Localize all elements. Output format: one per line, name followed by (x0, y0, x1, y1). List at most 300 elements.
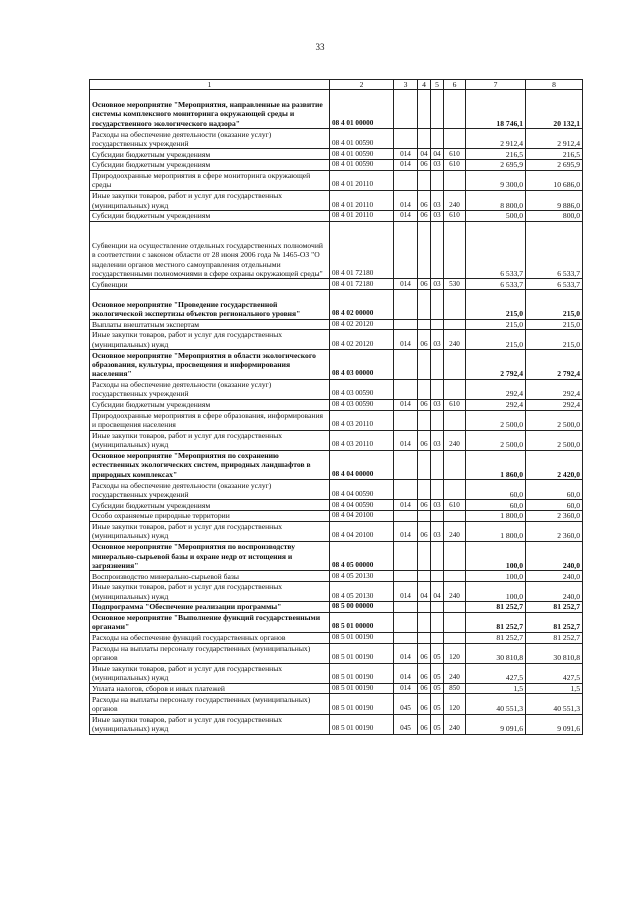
row-value-2019-cell: 216,5 (466, 149, 526, 160)
row-name-cell: Субсидии бюджетным учреждениям (90, 399, 330, 410)
row-value-2020-cell: 10 686,0 (526, 170, 583, 190)
row-ministry-cell: 014 (394, 330, 418, 350)
row-code-cell: 08 4 03 00590 (330, 399, 394, 410)
row-subsection-cell (431, 319, 444, 330)
row-section-cell: 06 (418, 683, 431, 694)
table-row (90, 430, 583, 450)
row-code-cell: 08 5 01 00190 (330, 643, 394, 663)
row-value-2020-cell: 2 695,9 (526, 160, 583, 171)
row-name-cell: Расходы на обеспечение деятельности (оказание услуг) государственных учреждений (90, 480, 330, 500)
row-value-2020-cell: 2 360,0 (526, 521, 583, 541)
row-ministry-cell (394, 632, 418, 643)
row-value-2019-cell: 6 533,7 (466, 221, 526, 279)
row-name-cell: Выплаты внештатным экспертам (90, 319, 330, 330)
row-ministry-cell (394, 602, 418, 613)
row-code-cell: 08 5 00 00000 (330, 602, 394, 613)
row-value-2019-cell: 1,5 (466, 683, 526, 694)
row-value-2019-cell: 100,0 (466, 571, 526, 582)
row-section-cell (418, 571, 431, 582)
table-row (90, 129, 583, 149)
table-row (90, 714, 583, 734)
table-row (90, 379, 583, 399)
row-name-cell: Основное мероприятие "Мероприятия в области экологического образования, культуры, просвещения и информирования населения" (90, 350, 330, 380)
row-type-cell: 240 (444, 663, 466, 683)
row-subsection-cell (431, 129, 444, 149)
row-name-cell: Основное мероприятие "Мероприятия, направленные на развитие системы комплексного мониторинга окружающей среды и государственного экологического надзора" (90, 90, 330, 129)
row-subsection-cell (431, 632, 444, 643)
row-section-cell: 06 (418, 694, 431, 714)
row-subsection-cell (431, 379, 444, 399)
row-value-2020-cell: 2 360,0 (526, 511, 583, 522)
row-code-cell: 08 4 01 72180 (330, 221, 394, 279)
row-type-cell: 530 (444, 279, 466, 290)
row-value-2020-cell: 81 252,7 (526, 612, 583, 632)
row-name-cell: Субсидии бюджетным учреждениям (90, 160, 330, 171)
row-section-cell (418, 379, 431, 399)
row-subsection-cell: 05 (431, 694, 444, 714)
header-cell: 2 (330, 80, 394, 90)
row-ministry-cell (394, 571, 418, 582)
row-value-2019-cell: 1 860,0 (466, 450, 526, 480)
header-cell: 4 (418, 80, 431, 90)
row-name-cell: Иные закупки товаров, работ и услуг для государственных (муниципальных) нужд (90, 714, 330, 734)
row-section-cell (418, 480, 431, 500)
row-section-cell (418, 541, 431, 571)
row-code-cell: 08 5 01 00190 (330, 663, 394, 683)
row-value-2020-cell: 81 252,7 (526, 632, 583, 643)
row-value-2019-cell: 40 551,3 (466, 694, 526, 714)
row-type-cell: 610 (444, 500, 466, 511)
row-code-cell: 08 5 01 00190 (330, 694, 394, 714)
row-code-cell: 08 4 01 20110 (330, 190, 394, 210)
row-type-cell: 240 (444, 430, 466, 450)
row-value-2020-cell: 800,0 (526, 210, 583, 221)
row-subsection-cell: 03 (431, 430, 444, 450)
row-value-2019-cell: 18 746,1 (466, 90, 526, 129)
row-name-cell: Расходы на обеспечение деятельности (оказание услуг) государственных учреждений (90, 379, 330, 399)
table-row (90, 683, 583, 694)
row-value-2019-cell: 215,0 (466, 290, 526, 320)
table-row (90, 663, 583, 683)
row-subsection-cell: 03 (431, 279, 444, 290)
row-section-cell (418, 612, 431, 632)
row-ministry-cell (394, 170, 418, 190)
row-subsection-cell (431, 290, 444, 320)
row-type-cell (444, 129, 466, 149)
row-code-cell: 08 4 03 00590 (330, 379, 394, 399)
row-section-cell (418, 290, 431, 320)
row-value-2020-cell: 215,0 (526, 330, 583, 350)
row-code-cell: 08 5 01 00000 (330, 612, 394, 632)
row-value-2019-cell: 100,0 (466, 541, 526, 571)
table-row (90, 410, 583, 430)
table-row (90, 511, 583, 522)
table-row (90, 350, 583, 380)
table-row (90, 170, 583, 190)
row-code-cell: 08 4 02 20120 (330, 319, 394, 330)
row-code-cell: 08 4 04 00590 (330, 500, 394, 511)
row-type-cell: 240 (444, 714, 466, 734)
row-value-2020-cell: 216,5 (526, 149, 583, 160)
row-subsection-cell (431, 450, 444, 480)
row-name-cell: Субвенции на осуществление отдельных государственных полномочий в соответствии с законом области от 28 июня 2006 года № 1465-ОЗ "О наделении органов местного самоуправления отдельными государственными полномочиями в сфере охраны окружающей среды" (90, 221, 330, 279)
row-subsection-cell (431, 90, 444, 129)
row-section-cell (418, 602, 431, 613)
row-value-2020-cell: 240,0 (526, 582, 583, 602)
row-value-2019-cell: 2 912,4 (466, 129, 526, 149)
row-value-2020-cell: 9 886,0 (526, 190, 583, 210)
row-ministry-cell (394, 221, 418, 279)
row-section-cell (418, 410, 431, 430)
row-subsection-cell: 05 (431, 683, 444, 694)
row-name-cell: Подпрограмма "Обеспечение реализации программы" (90, 602, 330, 613)
row-value-2020-cell: 6 533,7 (526, 279, 583, 290)
row-section-cell (418, 511, 431, 522)
table-row (90, 571, 583, 582)
row-type-cell (444, 350, 466, 380)
row-ministry-cell: 014 (394, 500, 418, 511)
row-code-cell: 08 4 05 20130 (330, 582, 394, 602)
row-value-2019-cell: 81 252,7 (466, 632, 526, 643)
table-row (90, 149, 583, 160)
row-section-cell: 06 (418, 714, 431, 734)
row-name-cell: Расходы на выплаты персоналу государственных (муниципальных) органов (90, 694, 330, 714)
row-value-2020-cell: 40 551,3 (526, 694, 583, 714)
row-ministry-cell (394, 410, 418, 430)
row-name-cell: Воспроизводство минерально-сырьевой базы (90, 571, 330, 582)
row-name-cell: Иные закупки товаров, работ и услуг для государственных (муниципальных) нужд (90, 663, 330, 683)
row-type-cell: 120 (444, 643, 466, 663)
row-ministry-cell: 014 (394, 521, 418, 541)
row-type-cell (444, 602, 466, 613)
row-subsection-cell (431, 221, 444, 279)
row-name-cell: Природоохранные мероприятия в сфере образования, информирования и просвещения населения (90, 410, 330, 430)
row-subsection-cell: 03 (431, 190, 444, 210)
row-type-cell (444, 90, 466, 129)
budget-table (89, 79, 583, 735)
header-cell: 5 (431, 80, 444, 90)
table-row (90, 602, 583, 613)
row-value-2019-cell: 500,0 (466, 210, 526, 221)
row-code-cell: 08 4 04 20100 (330, 521, 394, 541)
row-ministry-cell (394, 129, 418, 149)
row-type-cell (444, 612, 466, 632)
row-value-2019-cell: 2 695,9 (466, 160, 526, 171)
row-value-2019-cell: 6 533,7 (466, 279, 526, 290)
row-section-cell (418, 350, 431, 380)
row-type-cell (444, 571, 466, 582)
row-type-cell (444, 410, 466, 430)
row-code-cell: 08 4 03 20110 (330, 430, 394, 450)
row-subsection-cell (431, 602, 444, 613)
row-section-cell: 06 (418, 279, 431, 290)
row-value-2020-cell: 427,5 (526, 663, 583, 683)
row-ministry-cell (394, 290, 418, 320)
row-section-cell (418, 221, 431, 279)
table-body (90, 80, 583, 735)
row-value-2019-cell: 292,4 (466, 379, 526, 399)
row-ministry-cell (394, 319, 418, 330)
row-subsection-cell (431, 170, 444, 190)
row-subsection-cell (431, 511, 444, 522)
table-row (90, 279, 583, 290)
row-name-cell: Субвенции (90, 279, 330, 290)
row-type-cell (444, 319, 466, 330)
row-subsection-cell (431, 350, 444, 380)
table-row (90, 450, 583, 480)
row-name-cell: Основное мероприятие "Выполнение функций государственными органами" (90, 612, 330, 632)
row-type-cell (444, 290, 466, 320)
header-cell: 7 (466, 80, 526, 90)
row-type-cell (444, 541, 466, 571)
row-type-cell: 240 (444, 330, 466, 350)
row-value-2019-cell: 9 300,0 (466, 170, 526, 190)
row-ministry-cell: 014 (394, 210, 418, 221)
row-type-cell (444, 170, 466, 190)
row-subsection-cell: 05 (431, 714, 444, 734)
row-type-cell: 240 (444, 190, 466, 210)
table-row (90, 330, 583, 350)
row-code-cell: 08 4 05 00000 (330, 541, 394, 571)
row-value-2019-cell: 60,0 (466, 480, 526, 500)
row-subsection-cell: 03 (431, 210, 444, 221)
row-value-2020-cell: 2 500,0 (526, 410, 583, 430)
row-code-cell: 08 5 01 00190 (330, 632, 394, 643)
row-value-2019-cell: 81 252,7 (466, 602, 526, 613)
row-value-2020-cell: 292,4 (526, 399, 583, 410)
table-row (90, 399, 583, 410)
row-code-cell: 08 4 01 00590 (330, 129, 394, 149)
row-type-cell: 610 (444, 399, 466, 410)
row-ministry-cell (394, 350, 418, 380)
row-type-cell: 240 (444, 521, 466, 541)
row-ministry-cell: 014 (394, 582, 418, 602)
table-row (90, 290, 583, 320)
row-section-cell: 04 (418, 582, 431, 602)
row-value-2019-cell: 1 800,0 (466, 521, 526, 541)
table-row (90, 500, 583, 511)
row-value-2019-cell: 2 500,0 (466, 410, 526, 430)
row-ministry-cell (394, 511, 418, 522)
row-name-cell: Основное мероприятие "Проведение государственной экологической экспертизы объектов регионального уровня" (90, 290, 330, 320)
row-ministry-cell (394, 379, 418, 399)
row-section-cell: 06 (418, 160, 431, 171)
row-value-2020-cell: 2 500,0 (526, 430, 583, 450)
row-value-2020-cell: 2 912,4 (526, 129, 583, 149)
row-value-2020-cell: 215,0 (526, 319, 583, 330)
row-name-cell: Расходы на обеспечение деятельности (оказание услуг) государственных учреждений (90, 129, 330, 149)
row-value-2020-cell: 60,0 (526, 500, 583, 511)
header-cell: 6 (444, 80, 466, 90)
row-value-2019-cell: 60,0 (466, 500, 526, 511)
row-value-2019-cell: 9 091,6 (466, 714, 526, 734)
row-value-2020-cell: 6 533,7 (526, 221, 583, 279)
table-row (90, 612, 583, 632)
row-value-2019-cell: 2 500,0 (466, 430, 526, 450)
row-ministry-cell: 045 (394, 694, 418, 714)
row-ministry-cell (394, 90, 418, 129)
row-ministry-cell: 014 (394, 643, 418, 663)
row-code-cell: 08 4 03 00000 (330, 350, 394, 380)
row-code-cell: 08 4 01 00590 (330, 149, 394, 160)
row-name-cell: Расходы на выплаты персоналу государственных (муниципальных) органов (90, 643, 330, 663)
row-name-cell: Основное мероприятие "Мероприятия по сохранению естественных экологических систем, природных ландшафтов в природных комплексах" (90, 450, 330, 480)
page-number: 33 (315, 42, 325, 52)
table-row (90, 221, 583, 279)
row-name-cell: Уплата налогов, сборов и иных платежей (90, 683, 330, 694)
row-type-cell (444, 480, 466, 500)
row-value-2019-cell: 427,5 (466, 663, 526, 683)
row-subsection-cell: 03 (431, 330, 444, 350)
row-subsection-cell: 04 (431, 149, 444, 160)
row-subsection-cell: 05 (431, 643, 444, 663)
table-row (90, 582, 583, 602)
row-value-2020-cell: 81 252,7 (526, 602, 583, 613)
row-type-cell: 610 (444, 210, 466, 221)
row-name-cell: Иные закупки товаров, работ и услуг для государственных (муниципальных) нужд (90, 330, 330, 350)
row-subsection-cell: 04 (431, 582, 444, 602)
row-value-2020-cell: 292,4 (526, 379, 583, 399)
row-value-2019-cell: 1 800,0 (466, 511, 526, 522)
row-type-cell: 610 (444, 160, 466, 171)
row-code-cell: 08 4 01 00000 (330, 90, 394, 129)
row-value-2020-cell: 60,0 (526, 480, 583, 500)
row-code-cell: 08 4 01 20110 (330, 170, 394, 190)
row-ministry-cell: 014 (394, 430, 418, 450)
row-code-cell: 08 4 01 00590 (330, 160, 394, 171)
row-subsection-cell: 03 (431, 160, 444, 171)
row-code-cell: 08 4 04 00000 (330, 450, 394, 480)
row-value-2019-cell: 215,0 (466, 330, 526, 350)
row-value-2019-cell: 100,0 (466, 582, 526, 602)
row-code-cell: 08 4 03 20110 (330, 410, 394, 430)
row-section-cell: 06 (418, 430, 431, 450)
row-name-cell: Расходы на обеспечение функций государственных органов (90, 632, 330, 643)
row-section-cell (418, 450, 431, 480)
row-subsection-cell: 05 (431, 663, 444, 683)
row-subsection-cell: 03 (431, 500, 444, 511)
row-subsection-cell (431, 571, 444, 582)
header-cell: 3 (394, 80, 418, 90)
row-code-cell: 08 4 01 20110 (330, 210, 394, 221)
row-section-cell: 06 (418, 190, 431, 210)
row-type-cell (444, 511, 466, 522)
row-ministry-cell: 014 (394, 663, 418, 683)
row-type-cell (444, 221, 466, 279)
row-ministry-cell (394, 541, 418, 571)
table-row (90, 90, 583, 129)
row-value-2020-cell: 2 792,4 (526, 350, 583, 380)
table-row (90, 643, 583, 663)
row-ministry-cell: 014 (394, 160, 418, 171)
row-code-cell: 08 4 02 00000 (330, 290, 394, 320)
table-row (90, 160, 583, 171)
row-subsection-cell (431, 541, 444, 571)
row-name-cell: Субсидии бюджетным учреждениям (90, 210, 330, 221)
row-value-2020-cell: 9 091,6 (526, 714, 583, 734)
row-value-2020-cell: 240,0 (526, 571, 583, 582)
row-value-2020-cell: 1,5 (526, 683, 583, 694)
row-type-cell: 850 (444, 683, 466, 694)
row-name-cell: Основное мероприятие "Мероприятия по воспроизводству минерально-сырьевой базы и охране недр от истощения и загрязнения" (90, 541, 330, 571)
row-name-cell: Субсидии бюджетным учреждениям (90, 149, 330, 160)
row-name-cell: Иные закупки товаров, работ и услуг для государственных (муниципальных) нужд (90, 582, 330, 602)
row-subsection-cell (431, 410, 444, 430)
row-value-2019-cell: 81 252,7 (466, 612, 526, 632)
row-section-cell: 06 (418, 330, 431, 350)
row-name-cell: Иные закупки товаров, работ и услуг для государственных (муниципальных) нужд (90, 521, 330, 541)
header-row (90, 80, 583, 90)
header-cell: 8 (526, 80, 583, 90)
row-section-cell (418, 170, 431, 190)
table-row (90, 694, 583, 714)
row-ministry-cell (394, 450, 418, 480)
row-name-cell: Иные закупки товаров, работ и услуг для государственных (муниципальных) нужд (90, 430, 330, 450)
row-code-cell: 08 4 01 72180 (330, 279, 394, 290)
row-value-2020-cell: 215,0 (526, 290, 583, 320)
row-value-2020-cell: 2 420,0 (526, 450, 583, 480)
row-ministry-cell (394, 480, 418, 500)
row-subsection-cell (431, 480, 444, 500)
header-cell: 1 (90, 80, 330, 90)
row-section-cell (418, 90, 431, 129)
row-subsection-cell (431, 612, 444, 632)
row-value-2019-cell: 292,4 (466, 399, 526, 410)
row-name-cell: Субсидии бюджетным учреждениям (90, 500, 330, 511)
row-subsection-cell: 03 (431, 399, 444, 410)
row-code-cell: 08 4 02 20120 (330, 330, 394, 350)
row-section-cell: 04 (418, 149, 431, 160)
row-type-cell (444, 632, 466, 643)
row-ministry-cell (394, 612, 418, 632)
row-ministry-cell: 014 (394, 149, 418, 160)
row-value-2020-cell: 20 132,1 (526, 90, 583, 129)
row-value-2019-cell: 8 800,0 (466, 190, 526, 210)
row-value-2019-cell: 215,0 (466, 319, 526, 330)
row-name-cell: Природоохранные мероприятия в сфере мониторинга окружающей среды (90, 170, 330, 190)
row-ministry-cell: 014 (394, 190, 418, 210)
row-code-cell: 08 4 04 00590 (330, 480, 394, 500)
row-type-cell: 610 (444, 149, 466, 160)
row-name-cell: Особо охраняемые природные территории (90, 511, 330, 522)
row-section-cell (418, 129, 431, 149)
row-code-cell: 08 5 01 00190 (330, 683, 394, 694)
row-value-2019-cell: 2 792,4 (466, 350, 526, 380)
row-section-cell: 06 (418, 521, 431, 541)
table-row (90, 521, 583, 541)
row-ministry-cell: 014 (394, 279, 418, 290)
table-row (90, 190, 583, 210)
row-section-cell (418, 632, 431, 643)
row-code-cell: 08 5 01 00190 (330, 714, 394, 734)
row-section-cell: 06 (418, 399, 431, 410)
row-section-cell: 06 (418, 663, 431, 683)
table-row (90, 480, 583, 500)
row-subsection-cell: 03 (431, 521, 444, 541)
table-row (90, 319, 583, 330)
row-value-2019-cell: 30 810,8 (466, 643, 526, 663)
row-section-cell (418, 319, 431, 330)
row-ministry-cell: 014 (394, 399, 418, 410)
row-type-cell: 120 (444, 694, 466, 714)
row-type-cell (444, 379, 466, 399)
row-section-cell: 06 (418, 500, 431, 511)
row-section-cell: 06 (418, 210, 431, 221)
row-type-cell: 240 (444, 582, 466, 602)
table-row (90, 210, 583, 221)
row-value-2020-cell: 30 810,8 (526, 643, 583, 663)
row-name-cell: Иные закупки товаров, работ и услуг для государственных (муниципальных) нужд (90, 190, 330, 210)
